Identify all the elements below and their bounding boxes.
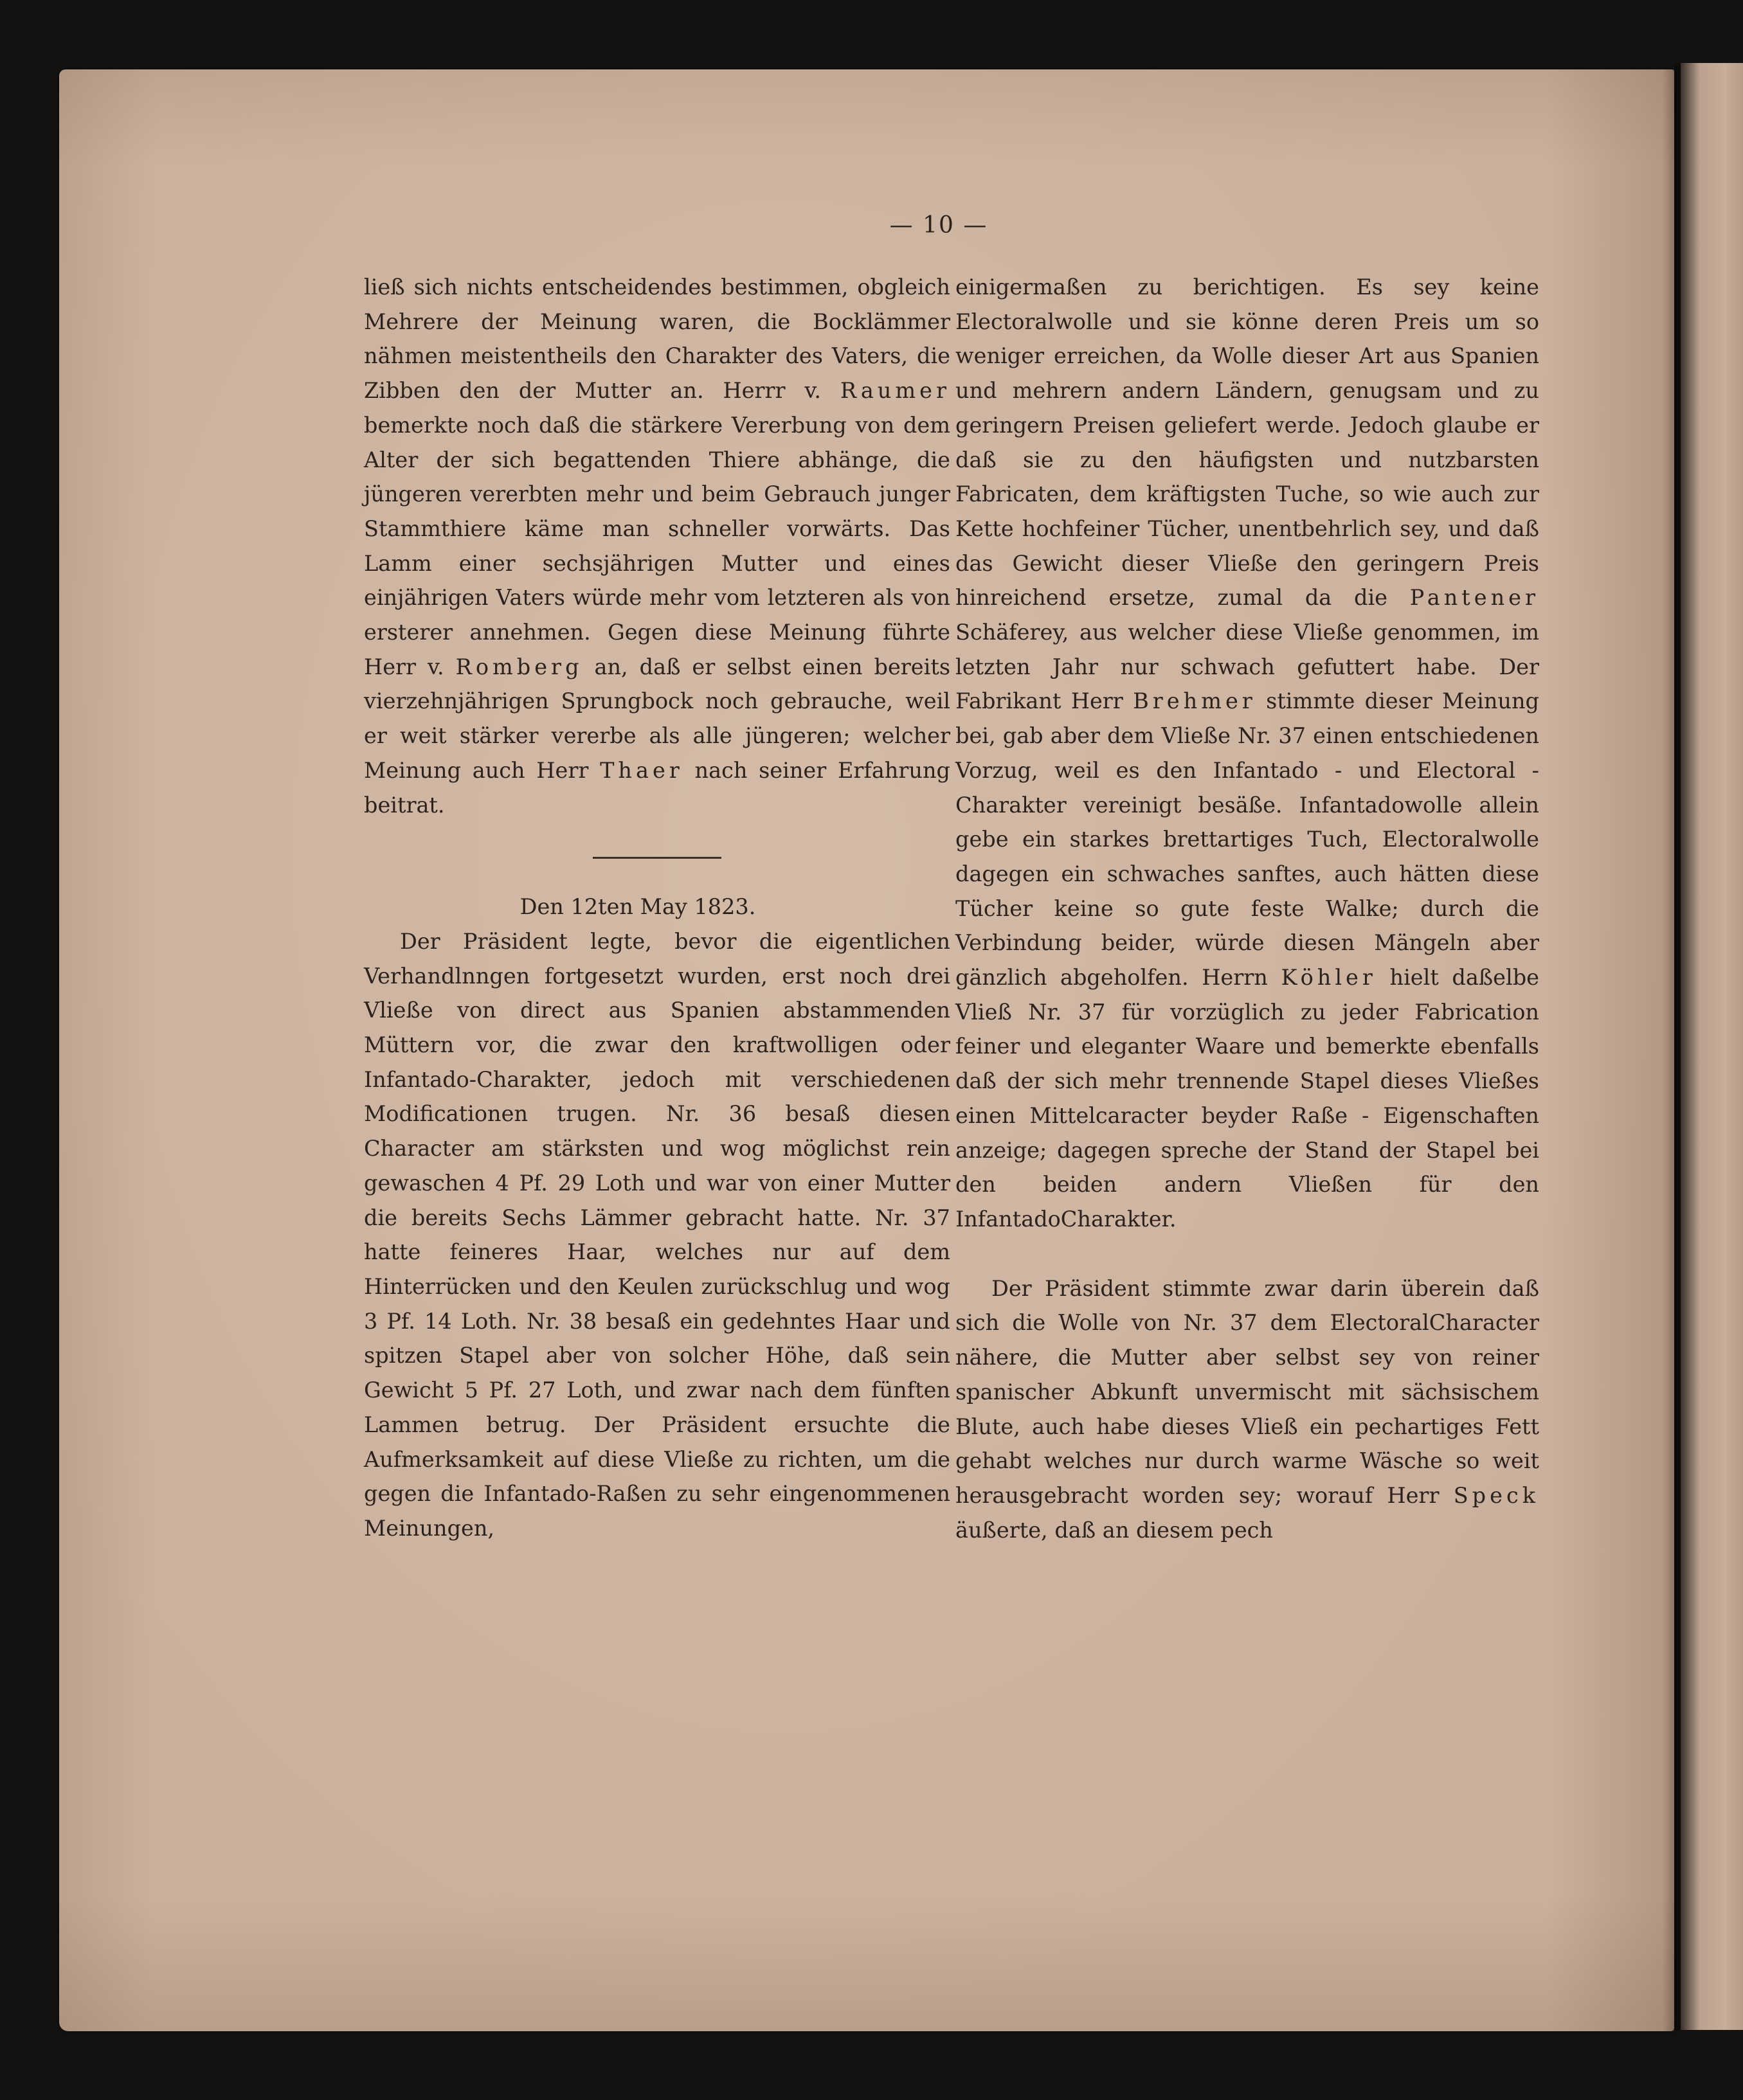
text-run: äußerte, daß an diesem pech	[955, 1517, 1274, 1543]
paragraph	[955, 270, 1539, 1237]
paragraph	[364, 270, 950, 822]
text-run: hielt daßelbe Vließ Nr. 37 für vorzüglich zu jeder Fabrication feiner und eleganter Waare und bemerkte ebenfalls daß der sich mehr trennende Stapel dieses Vließes einen Mittelcaracter beyder Raße - Eigenschaften anzeige; dagegen spreche der Stand der Stapel bei den beiden andern Vließen für den InfantadoCharakter.	[955, 965, 1539, 1232]
right-text-column	[955, 270, 1539, 1547]
spaced-name: Pantener	[1409, 585, 1539, 611]
spaced-name: Köhler	[1281, 965, 1377, 991]
paragraph: Der Präsident legte, bevor die eigentlichen Verhandlnngen fortgesetzt wurden, erst noch drei Vließe von direct aus Spanien abstammenden Müttern vor, die zwar den kraftwolligen oder Infantado-Charakter, jedoch mit verschiedenen Modificationen trugen. Nr. 36 besaß diesen Character am stärksten und wog möglichst rein gewaschen 4 Pf. 29 Loth und war von einer Mutter die bereits Sechs Lämmer gebracht hatte. Nr. 37 hatte feineres Haar, welches nur auf dem Hinterrücken und den Keulen zurückschlug und wog 3 Pf. 14 Loth. Nr. 38 besaß ein gedehntes Haar und spitzen Stapel aber von solcher Höhe, daß sein Gewicht 5 Pf. 27 Loth, und zwar nach dem fünften Lammen betrug. Der Präsident ersuchte die Aufmerksamkeit auf diese Vließe zu richten, um die gegen die Infantado-Raßen zu sehr eingenommenen Meinungen,	[364, 928, 950, 1541]
spaced-name: Thaer	[600, 757, 683, 783]
page-edge-shadow	[1663, 69, 1674, 2031]
date-heading: Den 12ten May 1823.	[519, 894, 756, 920]
text-run: nach seiner Erfahrung beitrat.	[364, 757, 950, 818]
spaced-name: Romberg	[455, 654, 583, 679]
spaced-name: Speck	[1453, 1482, 1539, 1508]
left-text-column	[364, 270, 950, 1546]
text-run: Schäferey, aus welcher diese Vließe genommen, im letzten Jahr nur schwach gefuttert habe. Der Fabrikant Herr	[955, 620, 1539, 714]
text-run: stimmte dieser Meinung bei, gab aber dem Vließe Nr. 37 einen entschiedenen Vorzug, weil es den Infantado - und Electoral - Charakter vereinigt besäße. Infantadowolle allein gebe ein starkes brettartiges Tuch, Electoralwolle dagegen ein schwaches sanftes, auch hätten diese Tücher keine so gute feste Walke; durch die Verbindung beider, würde diesen Mängeln aber gänzlich abgeholfen. Herrn	[955, 688, 1539, 991]
spaced-name: Brehmer	[1133, 688, 1256, 714]
paragraph	[955, 1271, 1539, 1548]
text-run: an, daß er selbst einen bereits vierzehnjährigen Sprungbock noch gebrauche, weil er weit stärker vererbe als alle jüngeren; welcher Meinung auch Herr	[364, 654, 951, 783]
spaced-name: Raumer	[840, 378, 950, 404]
page-number: — 10 —	[889, 212, 988, 238]
text-run: Der Präsident stimmte zwar darin überein daß sich die Wolle von Nr. 37 dem ElectoralCharacter nähere, die Mutter aber selbst sey von reiner spanischer Abkunft unvermischt mit sächsischem Blute, auch habe dieses Vließ ein pechartiges Fett gehabt welches nur durch warme Wäsche so weit herausgebracht worden sey; worauf Herr	[955, 1275, 1539, 1508]
text-run: einigermaßen zu berichtigen. Es sey keine Electoralwolle und sie könne deren Preis um so weniger erreichen, da Wolle dieser Art aus Spanien und mehrern andern Ländern, genugsam und zu geringern Preisen geliefert werde. Jedoch glaube er daß sie zu den häufigsten und nutzbarsten Fabricaten, dem kräftigsten Tuche, so wie auch zur Kette hochfeiner Tücher, unentbehrlich sey, und daß das Gewicht dieser Vließe den geringern Preis hinreichend ersetze, zumal da die	[955, 274, 1539, 611]
text-run: bemerkte noch daß die stärkere Vererbung von dem Alter der sich begattenden Thiere abhänge, die jüngeren vererbten mehr und beim Gebrauch junger Stammthiere käme man schneller vorwärts. Das Lamm einer sechsjährigen Mutter und eines einjährigen Vaters würde mehr vom letzteren als von ersterer annehmen. Gegen diese Meinung führte Herr v.	[364, 412, 950, 679]
text-run: ließ sich nichts entscheidendes bestimmen, obgleich Mehrere der Meinung waren, die Bocklämmer nähmen meistentheils den Charakter des Vaters, die Zibben den der Mutter an. Herrr v.	[364, 274, 950, 404]
section-divider	[593, 857, 721, 859]
adjacent-page-edge	[1681, 63, 1743, 2030]
